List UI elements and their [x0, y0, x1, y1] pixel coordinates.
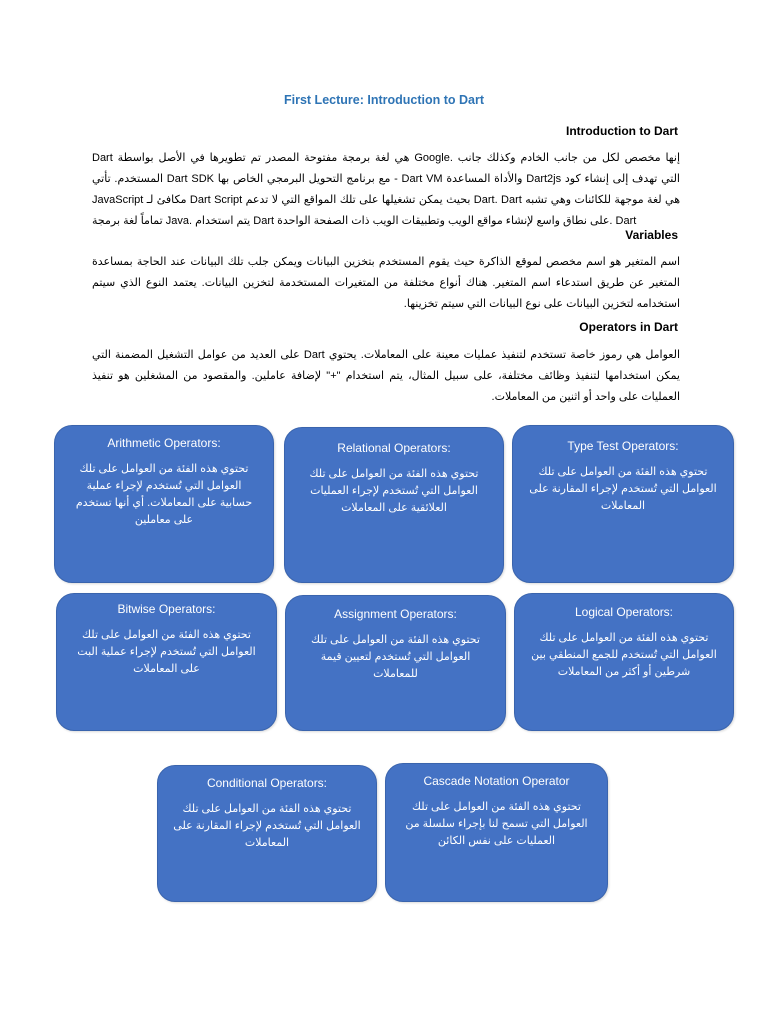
card-description: تحتوي هذه الفئة من العوامل على تلك العوامل التي تُستخدم لتعيين قيمة للمعاملات: [311, 634, 480, 680]
operators-heading: Operators in Dart: [579, 320, 678, 334]
card-description: تحتوي هذه الفئة من العوامل على تلك العوامل التي تُستخدم لإجراء المقارنة على المعاملات: [529, 466, 717, 512]
card-description: تحتوي هذه الفئة من العوامل على تلك العوامل التي تُستخدم للجمع المنطقي بين شرطين أو أكثر من المعاملات: [531, 632, 717, 678]
card-logical-operators: [514, 593, 734, 731]
card-title: Assignment Operators:: [334, 607, 457, 621]
variables-heading: Variables: [625, 228, 678, 242]
card-description: تحتوي هذه الفئة من العوامل على تلك العوامل التي تُستخدم لإجراء المقارنة على المعاملات: [173, 803, 361, 849]
card-description: تحتوي هذه الفئة من العوامل على تلك العوامل التي تسمح لنا بإجراء سلسلة من العمليات على نفس الكائن: [405, 801, 588, 847]
card-description: تحتوي هذه الفئة من العوامل على تلك العوامل التي تُستخدم لإجراء عملية حسابية على المعاملات. أي أنها تستخدم على معاملين: [75, 463, 253, 526]
card-description: تحتوي هذه الفئة من العوامل على تلك العوامل التي تُستخدم لإجراء العمليات العلائقية على المعاملات: [309, 468, 479, 514]
card-title: Conditional Operators:: [206, 776, 328, 790]
variables-paragraph: اسم المتغير هو اسم مخصص لموقع الذاكرة حيث يقوم المستخدم بتخزين البيانات ويمكن جلب تلك البيانات عند الحاجة بمساعدة المتغير عن طريق استدعاء اسم المتغير. هناك أنواع مختلفة من المتغيرات المستخدمة لتخزين البيانات. يعتمد النوع الذي سيتم استخدامه لتخزين البيانات على نوع البيانات التي سيتم تخزينها.: [92, 256, 680, 310]
card-title: Cascade Notation Operator: [423, 774, 570, 788]
intro-paragraph: Dart هي لغة برمجة مفتوحة المصدر تم تطويرها في الأصل بواسطة Google. إنها مخصص لكل من جانب الخادم وكذلك جانب المستخدم. تأتي Dart SDK مع برنامج التحويل البرمجي الخاص بها - Dart VM والأداة المساعدة Dart2js التي تهدف إلى إنشاء كود JavaScript مكافئ لـ Dart Script بحيث يمكن تشغيلها على تلك المواقع التي لا تدعم Dart. Dart هي لغة موجهة للكائنات وهي تشبه تماماً لغة برمجة Java. يتم استخدام Dart على نطاق واسع لإنشاء مواقع الويب وتطبيقات الويب ذات الصفحة الواحدة. Dart: [92, 152, 681, 227]
card-conditional-operators: [157, 765, 377, 902]
card-title: Logical Operators:: [574, 605, 674, 619]
card-type-test-operators: [512, 425, 734, 583]
operators-paragraph: العوامل هي رموز خاصة تستخدم لتنفيذ عمليات معينة على المعاملات. يحتوي Dart على العديد من عوامل التشغيل المضمنة التي يمكن استخدامها لتنفيذ وظائف مختلفة، على سبيل المثال، يتم استخدام "+" لإضافة عاملين. والمقصود من المشغلين هو تنفيذ العمليات على واحد أو اثنين من المعاملات.: [92, 349, 680, 403]
card-arithmetic-operators: [54, 425, 274, 583]
card-assignment-operators: [285, 595, 506, 731]
card-relational-operators: [284, 427, 504, 583]
document-title: First Lecture: Introduction to Dart: [284, 93, 484, 107]
card-cascade-notation-operator: [385, 763, 608, 902]
card-title: Bitwise Operators:: [117, 602, 216, 616]
intro-heading: Introduction to Dart: [566, 124, 678, 138]
card-description: تحتوي هذه الفئة من العوامل على تلك العوامل التي تُستخدم لإجراء عملية البت على المعاملات: [77, 629, 256, 675]
card-bitwise-operators: [56, 593, 277, 731]
card-title: Relational Operators:: [337, 441, 451, 455]
card-title: Arithmetic Operators:: [107, 436, 221, 450]
card-title: Type Test Operators:: [567, 439, 679, 453]
